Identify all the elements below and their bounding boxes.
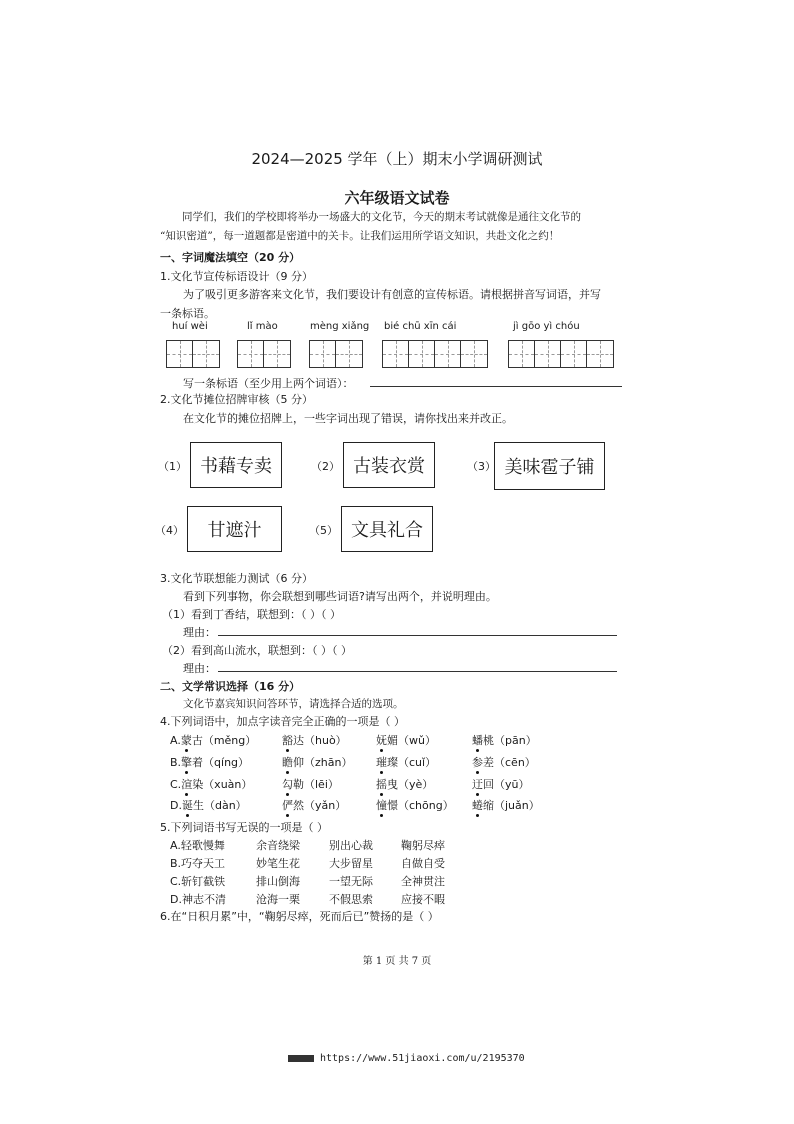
section-1-heading: 一、字词魔法填空（20 分） bbox=[160, 251, 301, 264]
q3-title: 3.文化节联想能力测试（6 分） bbox=[160, 572, 313, 585]
q5-d-word-4: 应接不暇 bbox=[401, 893, 445, 906]
q2-title: 2.文化节摊位招牌审核（5 分） bbox=[160, 393, 313, 406]
q5-a-word-3: 别出心裁 bbox=[329, 839, 373, 852]
sign-5-number: （5） bbox=[309, 524, 338, 537]
q4-d-word-3: 憧憬（chōng） bbox=[376, 799, 454, 812]
q5-c-word-2: 排山倒海 bbox=[256, 875, 300, 888]
slogan-answer-line[interactable] bbox=[370, 386, 622, 387]
sign-2: 古装衣赏 bbox=[343, 442, 435, 488]
q2-desc: 在文化节的摊位招牌上，一些字词出现了错误，请你找出来并改正。 bbox=[183, 412, 513, 425]
q5-a-word-2: 余音绕梁 bbox=[256, 839, 300, 852]
section-2-heading: 二、文学常识选择（16 分） bbox=[160, 680, 301, 693]
source-url-text: https://www.51jiaoxi.com/u/2195370 bbox=[320, 1053, 525, 1064]
q3-reason-1-line[interactable] bbox=[218, 635, 617, 636]
intro-line-1: 同学们，我们的学校即将举办一场盛大的文化节，今天的期末考试就像是通往文化节的 bbox=[182, 211, 581, 223]
sign-5: 文具礼合 bbox=[341, 506, 433, 552]
sign-2-number: （2） bbox=[311, 460, 340, 473]
q4-title: 4.下列词语中，加点字读音完全正确的一项是（ ） bbox=[160, 715, 405, 728]
answer-grid-4[interactable] bbox=[382, 340, 488, 368]
sign-1-number: （1） bbox=[158, 460, 187, 473]
q5-option-d[interactable]: D.神志不清 bbox=[170, 893, 226, 906]
section-2-desc: 文化节嘉宾知识问答环节，请选择合适的选项。 bbox=[183, 698, 404, 710]
q1-desc-1: 为了吸引更多游客来文化节，我们要设计有创意的宣传标语。请根据拼音写词语，并写 bbox=[183, 288, 601, 301]
answer-grid-2[interactable] bbox=[237, 340, 291, 368]
q6-title: 6.在“日积月累”中，“鞠躬尽瘁，死而后已”赞扬的是（ ） bbox=[160, 910, 439, 923]
q5-option-a[interactable]: A.轻歌慢舞 bbox=[170, 839, 225, 852]
q4-c-word-3: 摇曳（yè） bbox=[376, 778, 434, 791]
answer-grid-3[interactable] bbox=[309, 340, 363, 368]
sign-1: 书藉专卖 bbox=[190, 442, 282, 488]
sign-4: 甘遮汁 bbox=[187, 506, 282, 552]
q4-d-word-4: 蜷缩（juǎn） bbox=[472, 799, 540, 812]
sign-4-number: （4） bbox=[155, 524, 184, 537]
sign-3: 美味雹子铺 bbox=[494, 442, 605, 490]
pinyin-4: bié chū xīn cái bbox=[384, 321, 457, 332]
q4-a-word-2: 豁达（huò） bbox=[282, 734, 347, 747]
q4-b-word-2: 瞻仰（zhān） bbox=[282, 756, 353, 769]
q3-reason-2-label: 理由： bbox=[183, 662, 216, 675]
q5-b-word-2: 妙笔生花 bbox=[256, 857, 300, 870]
q5-option-b[interactable]: B.巧夺天工 bbox=[170, 857, 226, 870]
q4-b-word-3: 璀璨（cuǐ） bbox=[376, 756, 437, 769]
q1-desc-2: 一条标语。 bbox=[160, 307, 215, 320]
q4-option-a[interactable]: A.蒙古（měng） bbox=[170, 734, 257, 747]
q4-d-word-2: 俨然（yǎn） bbox=[282, 799, 347, 812]
q4-c-word-2: 勾勒（lēi） bbox=[282, 778, 339, 791]
pinyin-1: huí wèi bbox=[172, 321, 208, 332]
pinyin-5: jì gōo yì chóu bbox=[513, 321, 580, 332]
answer-grid-5[interactable] bbox=[508, 340, 614, 368]
pinyin-2: lǐ mào bbox=[247, 321, 278, 332]
answer-grid-1[interactable] bbox=[166, 340, 220, 368]
q5-a-word-4: 鞠躬尽瘁 bbox=[401, 839, 445, 852]
q5-b-word-3: 大步留星 bbox=[329, 857, 373, 870]
q3-desc: 看到下列事物，你会联想到哪些词语?请写出两个，并说明理由。 bbox=[183, 590, 497, 603]
intro-line-2: “知识密道”，每一道题都是密道中的关卡。让我们运用所学语文知识，共赴文化之约！ bbox=[160, 230, 560, 242]
q3-reason-2-line[interactable] bbox=[218, 671, 617, 672]
q5-b-word-4: 自做自受 bbox=[401, 857, 445, 870]
pinyin-3: mèng xiǎng bbox=[310, 321, 370, 332]
slogan-label: 写一条标语（至少用上两个词语）： bbox=[183, 377, 354, 390]
q1-title: 1.文化节宣传标语设计（9 分） bbox=[160, 270, 313, 283]
q5-d-word-2: 沧海一栗 bbox=[256, 893, 300, 906]
q4-c-word-4: 迂回（yū） bbox=[472, 778, 530, 791]
exam-title: 2024—2025 学年（上）期末小学调研测试 bbox=[251, 150, 543, 168]
q5-d-word-3: 不假思索 bbox=[329, 893, 373, 906]
page-number: 第 1 页 共 7 页 bbox=[362, 956, 432, 967]
q4-option-b[interactable]: B.擎着（qíng） bbox=[170, 756, 250, 769]
q3-reason-1-label: 理由： bbox=[183, 626, 216, 639]
q3-item-1: （1）看到丁香结，联想到：（ ）（ ） bbox=[162, 608, 341, 621]
watermark-logo-icon bbox=[288, 1055, 314, 1062]
q4-option-d[interactable]: D.诞生（dàn） bbox=[170, 799, 247, 812]
q4-option-c[interactable]: C.渲染（xuàn） bbox=[170, 778, 253, 791]
q5-option-c[interactable]: C.斩钉截铁 bbox=[170, 875, 226, 888]
q4-b-word-4: 参差（cēn） bbox=[472, 756, 536, 769]
exam-subtitle: 六年级语文试卷 bbox=[344, 189, 450, 207]
q5-c-word-3: 一望无际 bbox=[329, 875, 373, 888]
q4-a-word-4: 蟠桃（pān） bbox=[472, 734, 537, 747]
q3-item-2: （2）看到高山流水，联想到：（ ）（ ） bbox=[162, 644, 352, 657]
source-url[interactable] bbox=[288, 1053, 525, 1064]
sign-3-number: （3） bbox=[467, 460, 496, 473]
q4-a-word-3: 妩媚（wǔ） bbox=[376, 734, 436, 747]
q5-title: 5.下列词语书写无误的一项是（ ） bbox=[160, 821, 328, 834]
q5-c-word-4: 全神贯注 bbox=[401, 875, 445, 888]
